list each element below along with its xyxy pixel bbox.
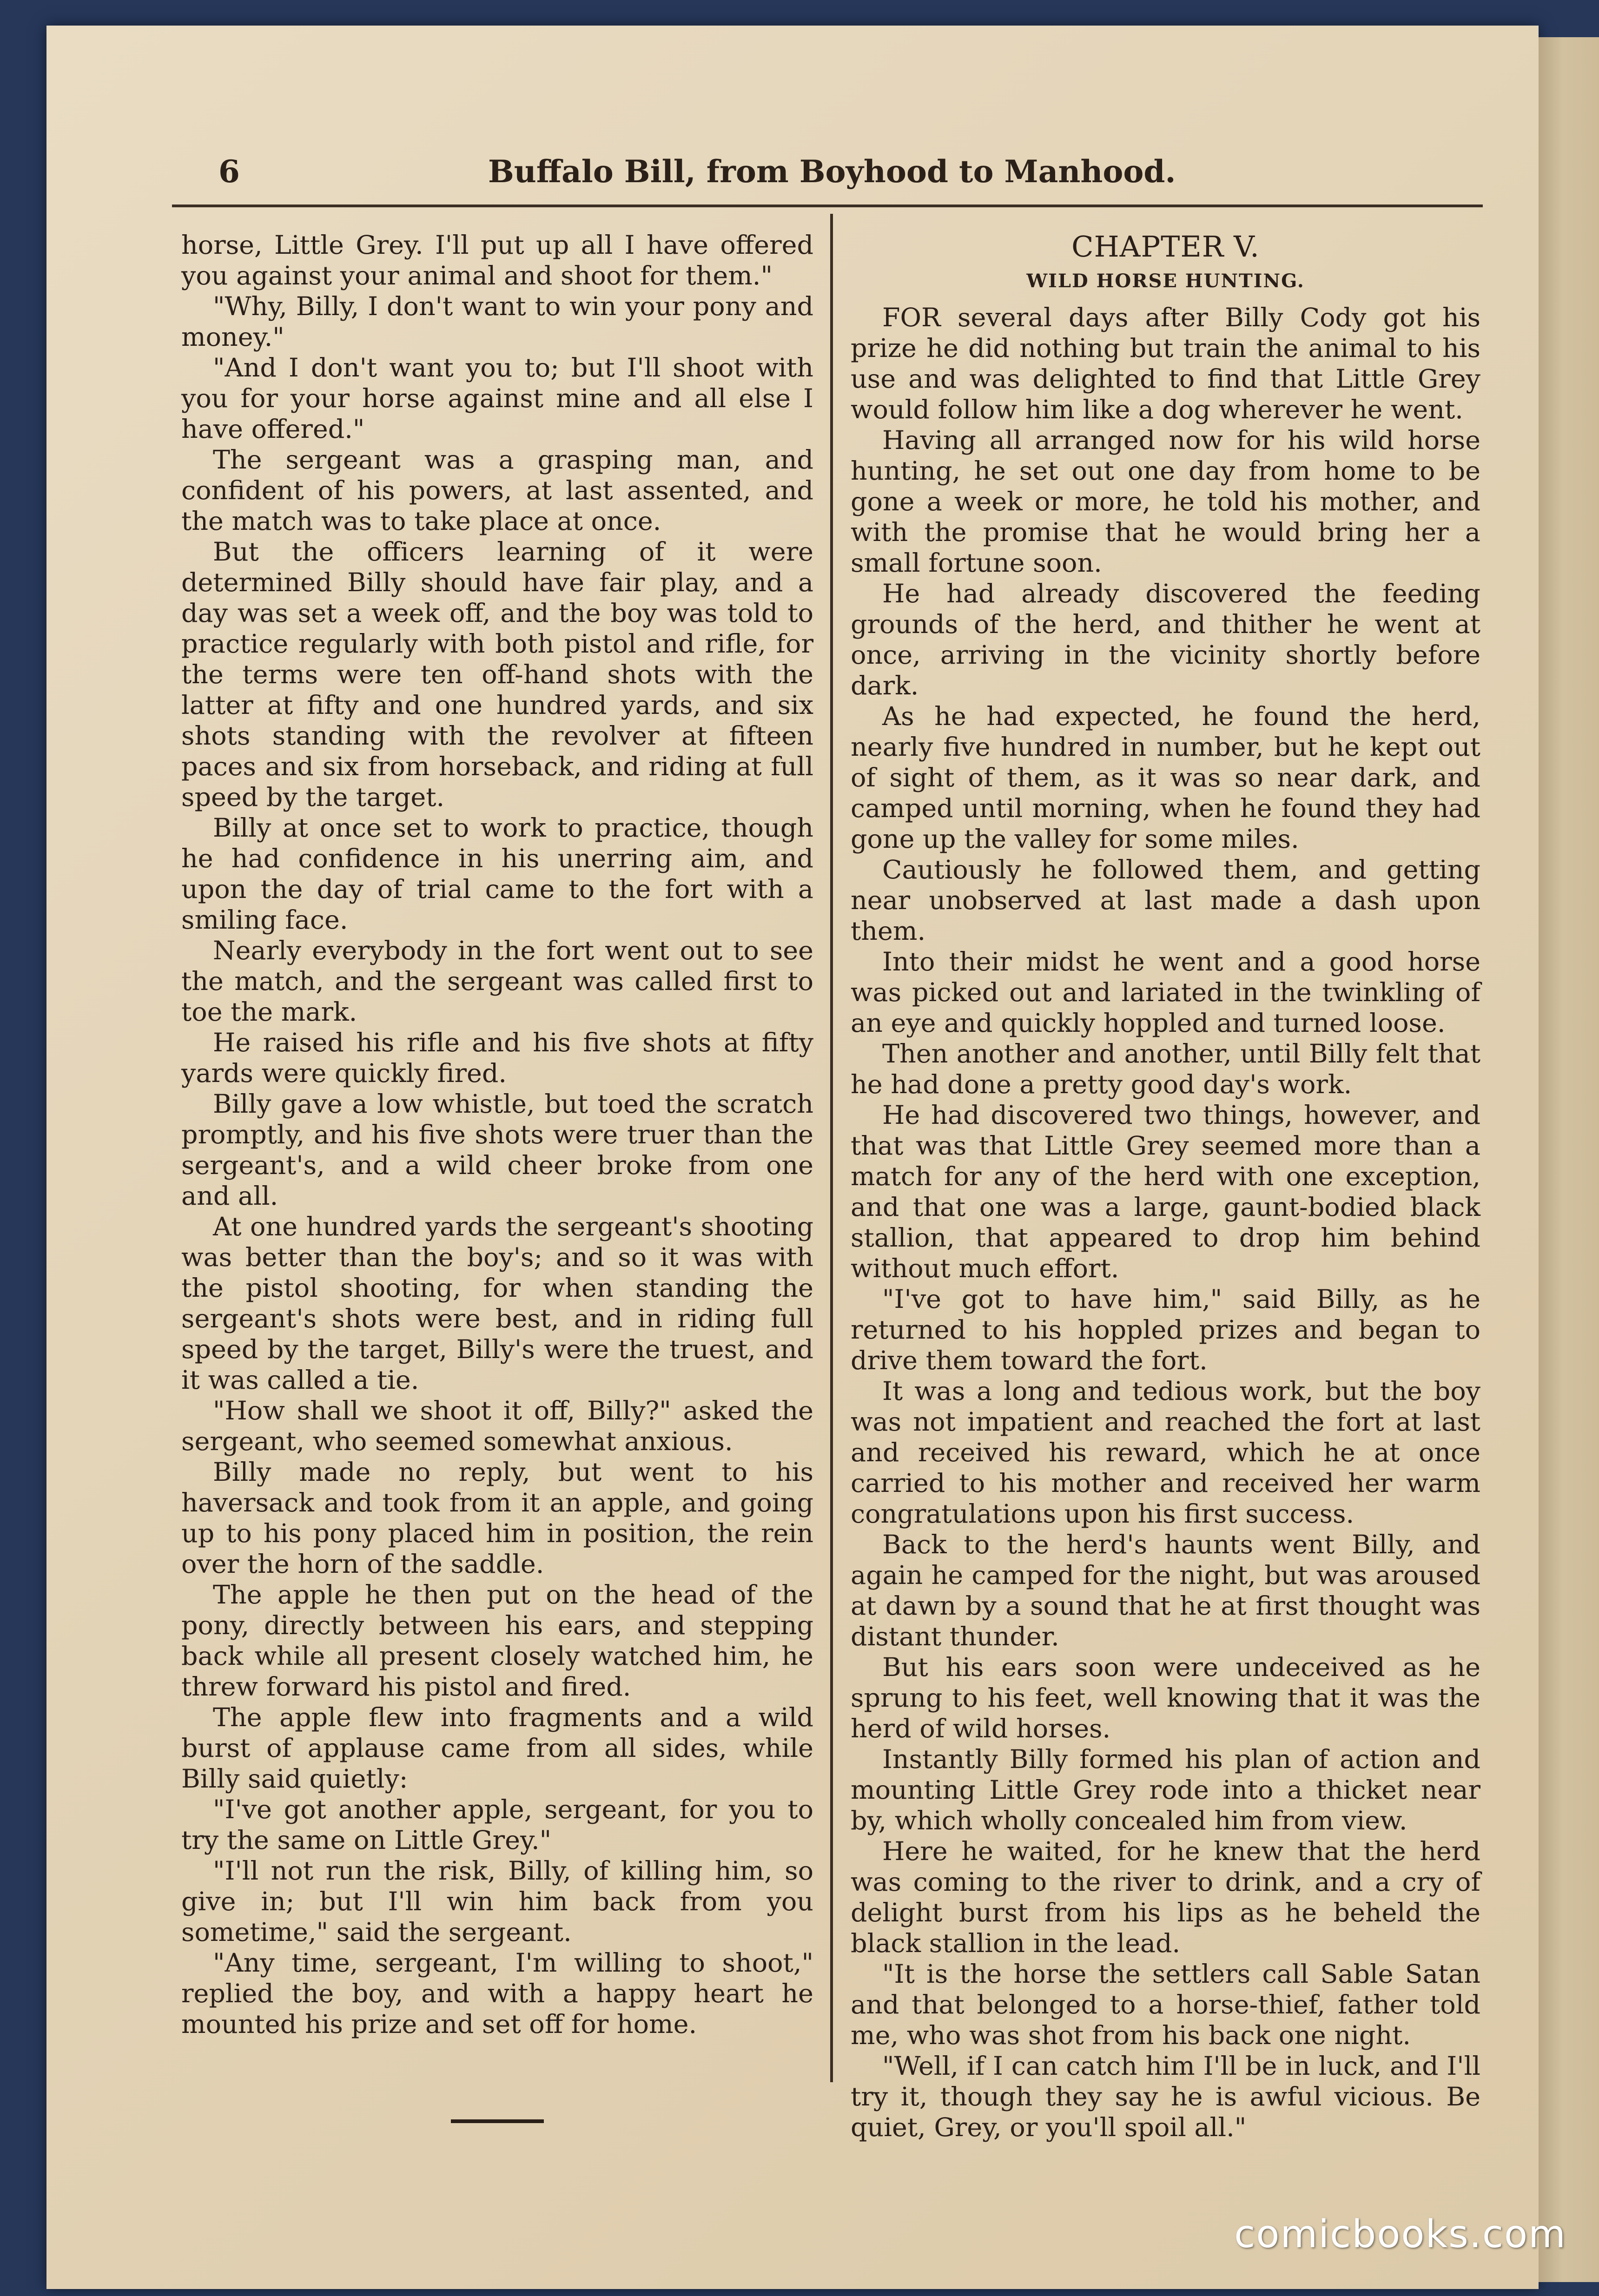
paragraph: Instantly Billy formed his plan of action and mounting Little Grey rode into a thicket near by, which wholly concealed him from view.	[851, 1744, 1480, 1836]
paragraph: It was a long and tedious work, but the boy was not impatient and reached the fort at last and received his reward, which he at once carried to his mother and received her warm congratulations upon his first success.	[851, 1376, 1480, 1529]
paragraph: The apple flew into fragments and a wild burst of applause came from all sides, while Billy said quietly:	[181, 1702, 813, 1794]
chapter-title: CHAPTER V.	[1071, 230, 1260, 264]
paragraph: Then another and another, until Billy felt that he had done a pretty good day's work.	[851, 1039, 1480, 1100]
paragraph: "How shall we shoot it off, Billy?" asked the sergeant, who seemed somewhat anxious.	[181, 1396, 813, 1457]
paragraph: Into their midst he went and a good horse was picked out and lariated in the twinkling of an eye and quickly hoppled and turned loose.	[851, 947, 1480, 1038]
paragraph: Nearly everybody in the fort went out to see the match, and the sergeant was called first to toe the mark.	[181, 936, 813, 1027]
running-title: Buffalo Bill, from Boyhood to Manhood.	[488, 153, 1176, 190]
paragraph: Billy gave a low whistle, but toed the scratch promptly, and his five shots were truer than the sergeant's, and a wild cheer broke from one and all.	[181, 1089, 813, 1211]
paragraph: "Well, if I can catch him I'll be in luck, and I'll try it, though they say he is awful vicious. Be quiet, Grey, or you'll spoil all."	[851, 2051, 1480, 2143]
paragraph: horse, Little Grey. I'll put up all I have offered you against your animal and shoot for them."	[181, 230, 813, 291]
paragraph: Here he waited, for he knew that the herd was coming to the river to drink, and a cry of delight burst from his lips as he beheld the black stallion in the lead.	[851, 1836, 1480, 1959]
header-rule	[172, 205, 1483, 207]
paragraph: He raised his rifle and his five shots at fifty yards were quickly fired.	[181, 1028, 813, 1089]
page-header	[172, 149, 1497, 195]
paragraph: "And I don't want you to; but I'll shoot with you for your horse against mine and all else I have offered."	[181, 353, 813, 444]
paragraph: "I'll not run the risk, Billy, of killing him, so give in; but I'll win him back from you sometime," said the sergeant.	[181, 1856, 813, 1947]
paragraph: "I've got another apple, sergeant, for you to try the same on Little Grey."	[181, 1795, 813, 1855]
column-rule	[830, 214, 833, 2082]
paragraph: Billy at once set to work to practice, though he had confidence in his unerring aim, and upon the day of trial came to the fort with a smiling face.	[181, 813, 813, 935]
paragraph: The sergeant was a grasping man, and confident of his powers, at last assented, and the match was to take place at once.	[181, 445, 813, 536]
paragraph: But his ears soon were undeceived as he sprung to his feet, well knowing that it was the herd of wild horses.	[851, 1652, 1480, 1744]
right-column	[851, 230, 1480, 2143]
paragraph: Cautiously he followed them, and getting near unobserved at last made a dash upon them.	[851, 855, 1480, 946]
watermark: comicbooks.com	[1234, 2212, 1566, 2256]
paragraph: "Why, Billy, I don't want to win your pony and money."	[181, 291, 813, 352]
paragraph: Having all arranged now for his wild horse hunting, he set out one day from home to be gone a week or more, he told his mother, and with the promise that he would bring her a small fortune soon.	[851, 425, 1480, 578]
paragraph: The apple he then put on the head of the pony, directly between his ears, and stepping back while all present closely watched him, he threw forward his pistol and fired.	[181, 1580, 813, 1702]
paragraph: Billy made no reply, but went to his haversack and took from it an apple, and going up to his pony placed him in position, the rein over the horn of the saddle.	[181, 1457, 813, 1579]
paragraph: "It is the horse the settlers call Sable Satan and that belonged to a horse-thief, father told me, who was shot from his back one night.	[851, 1959, 1480, 2051]
paragraph: "Any time, sergeant, I'm willing to shoot," replied the boy, and with a happy heart he mounted his prize and set off for home.	[181, 1948, 813, 2039]
paragraph: He had already discovered the feeding grounds of the herd, and thither he went at once, arriving in the vicinity shortly before dark.	[851, 579, 1480, 701]
adjacent-page-edge	[1539, 37, 1599, 2282]
paragraph: But the officers learning of it were determined Billy should have fair play, and a day was set a week off, and the boy was told to practice regularly with both pistol and rifle, for the terms were ten off-hand shots with the latter at fifty and one hundred yards, and six shots standing with the revolver at fifteen paces and six from horseback, and riding at full speed by the target.	[181, 537, 813, 812]
paragraph: He had discovered two things, however, and that was that Little Grey seemed more than a match for any of the herd with one exception, and that one was a large, gaunt-bodied black stallion, that appeared to drop him behind without much effort.	[851, 1100, 1480, 1284]
paragraph: Back to the herd's haunts went Billy, and again he camped for the night, but was aroused at dawn by a sound that he at first thought was distant thunder.	[851, 1530, 1480, 1652]
left-column	[181, 230, 813, 2040]
paragraph: FOR several days after Billy Cody got his prize he did nothing but train the animal to his use and was delighted to find that Little Grey would follow him like a dog wherever he went.	[851, 303, 1480, 425]
paragraph: At one hundred yards the sergeant's shooting was better than the boy's; and so it was with the pistol shooting, for when standing the sergeant's shots were best, and in riding full speed by the target, Billy's were the truest, and it was called a tie.	[181, 1212, 813, 1395]
paragraph: "I've got to have him," said Billy, as he returned to his hoppled prizes and began to drive them toward the fort.	[851, 1284, 1480, 1376]
chapter-subtitle: WILD HORSE HUNTING.	[1026, 270, 1305, 292]
end-rule	[451, 2119, 544, 2123]
page-number: 6	[218, 153, 240, 190]
paragraph: As he had expected, he found the herd, nearly five hundred in number, but he kept out of sight of them, as it was so near dark, and camped until morning, when he found they had gone up the valley for some miles.	[851, 701, 1480, 854]
